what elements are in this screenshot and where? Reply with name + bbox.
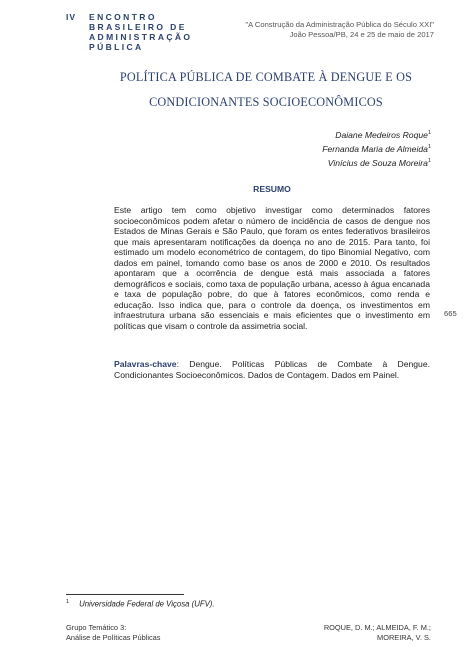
author-name: Vinícius de Souza Moreira: [327, 157, 428, 168]
keywords-label: Palavras-chave: [114, 359, 177, 369]
footer-authors-line: MOREIRA, V. S.: [377, 632, 431, 642]
footnote-mark: 1: [66, 599, 70, 605]
conference-location-date: João Pessoa/PB, 24 e 25 de maio de 2017: [289, 30, 434, 39]
author-name: Fernanda Maria de Almeida: [322, 143, 428, 154]
author: [322, 155, 431, 169]
footnote: [66, 599, 215, 609]
paper-title-line-1: POLÍTICA PÚBLICA DE COMBATE À DENGUE E OS: [119, 70, 413, 84]
keywords-list: : Dengue. Políticas Públicas de Combate à Dengue. Condicionantes Socioeconômicos. Dados de Contagem. Dados em Painel.: [114, 359, 430, 380]
footer-authors-line: ROQUE, D. M.; ALMEIDA, F. M.;: [323, 623, 431, 632]
footer-group-line: Grupo Temático 3:: [66, 623, 127, 632]
conference-name-line: ADMINISTRAÇÃO: [89, 32, 193, 42]
author-affiliation-mark: 1: [427, 130, 431, 136]
paper-title-line-2: CONDICIONANTES SOCIOECONÔMICOS: [149, 95, 383, 109]
author: [322, 141, 431, 155]
author-affiliation-mark: 1: [427, 143, 431, 150]
author-name: Daiane Medeiros Roque: [335, 129, 428, 140]
footnote-text: Universidade Federal de Viçosa (UFV).: [79, 599, 215, 609]
conference-number: IV: [66, 12, 77, 22]
footnote-divider: [66, 594, 184, 595]
conference-header: [245, 20, 434, 40]
abstract-text: Este artigo tem como objetivo investigar como determinados fatores socioeconômicos podem afetar o número de incidência de casos de dengue nos Estados de Minas Gerais e São Paulo, que foram os entes federativos brasileiros que mais apresentaram notificações da doença no ano de 2015. Para tanto, foi estimado um modelo econométrico de contagem, do tipo Binomial Negativo, com dados em painel, tomando como base os anos de 2000 e 2010. Os resultados apontaram que a ocorrência de dengue está mais associada a fatores demográficos e sociais, como taxa de população urbana, acesso à água encanada e taxa de população pobre, do que à fatores econômicos, como renda e educação. Isso indica que, para o controle da doença, os investimentos em infraestrutura urbana são essenciais e mais eficientes que o investimento em políticas que visam o controle da assimetria social.: [114, 205, 430, 331]
conference-name-line: BRASILEIRO DE: [89, 22, 187, 32]
page-number: 665: [444, 309, 457, 318]
keywords: [114, 359, 430, 380]
author-list: [322, 127, 431, 169]
conference-name-line: ENCONTRO: [89, 12, 157, 22]
footer-authors: [324, 623, 431, 642]
conference-theme: "A Construção da Administração Pública do Século XXI": [245, 20, 434, 29]
author-affiliation-mark: 1: [427, 157, 431, 164]
conference-name-line: PÚBLICA: [89, 42, 144, 52]
footer-group: [66, 623, 161, 642]
footer-group-line: Análise de Políticas Públicas: [66, 632, 161, 642]
conference-name: [89, 12, 192, 52]
abstract-heading: RESUMO: [253, 184, 291, 194]
author: [322, 127, 431, 141]
